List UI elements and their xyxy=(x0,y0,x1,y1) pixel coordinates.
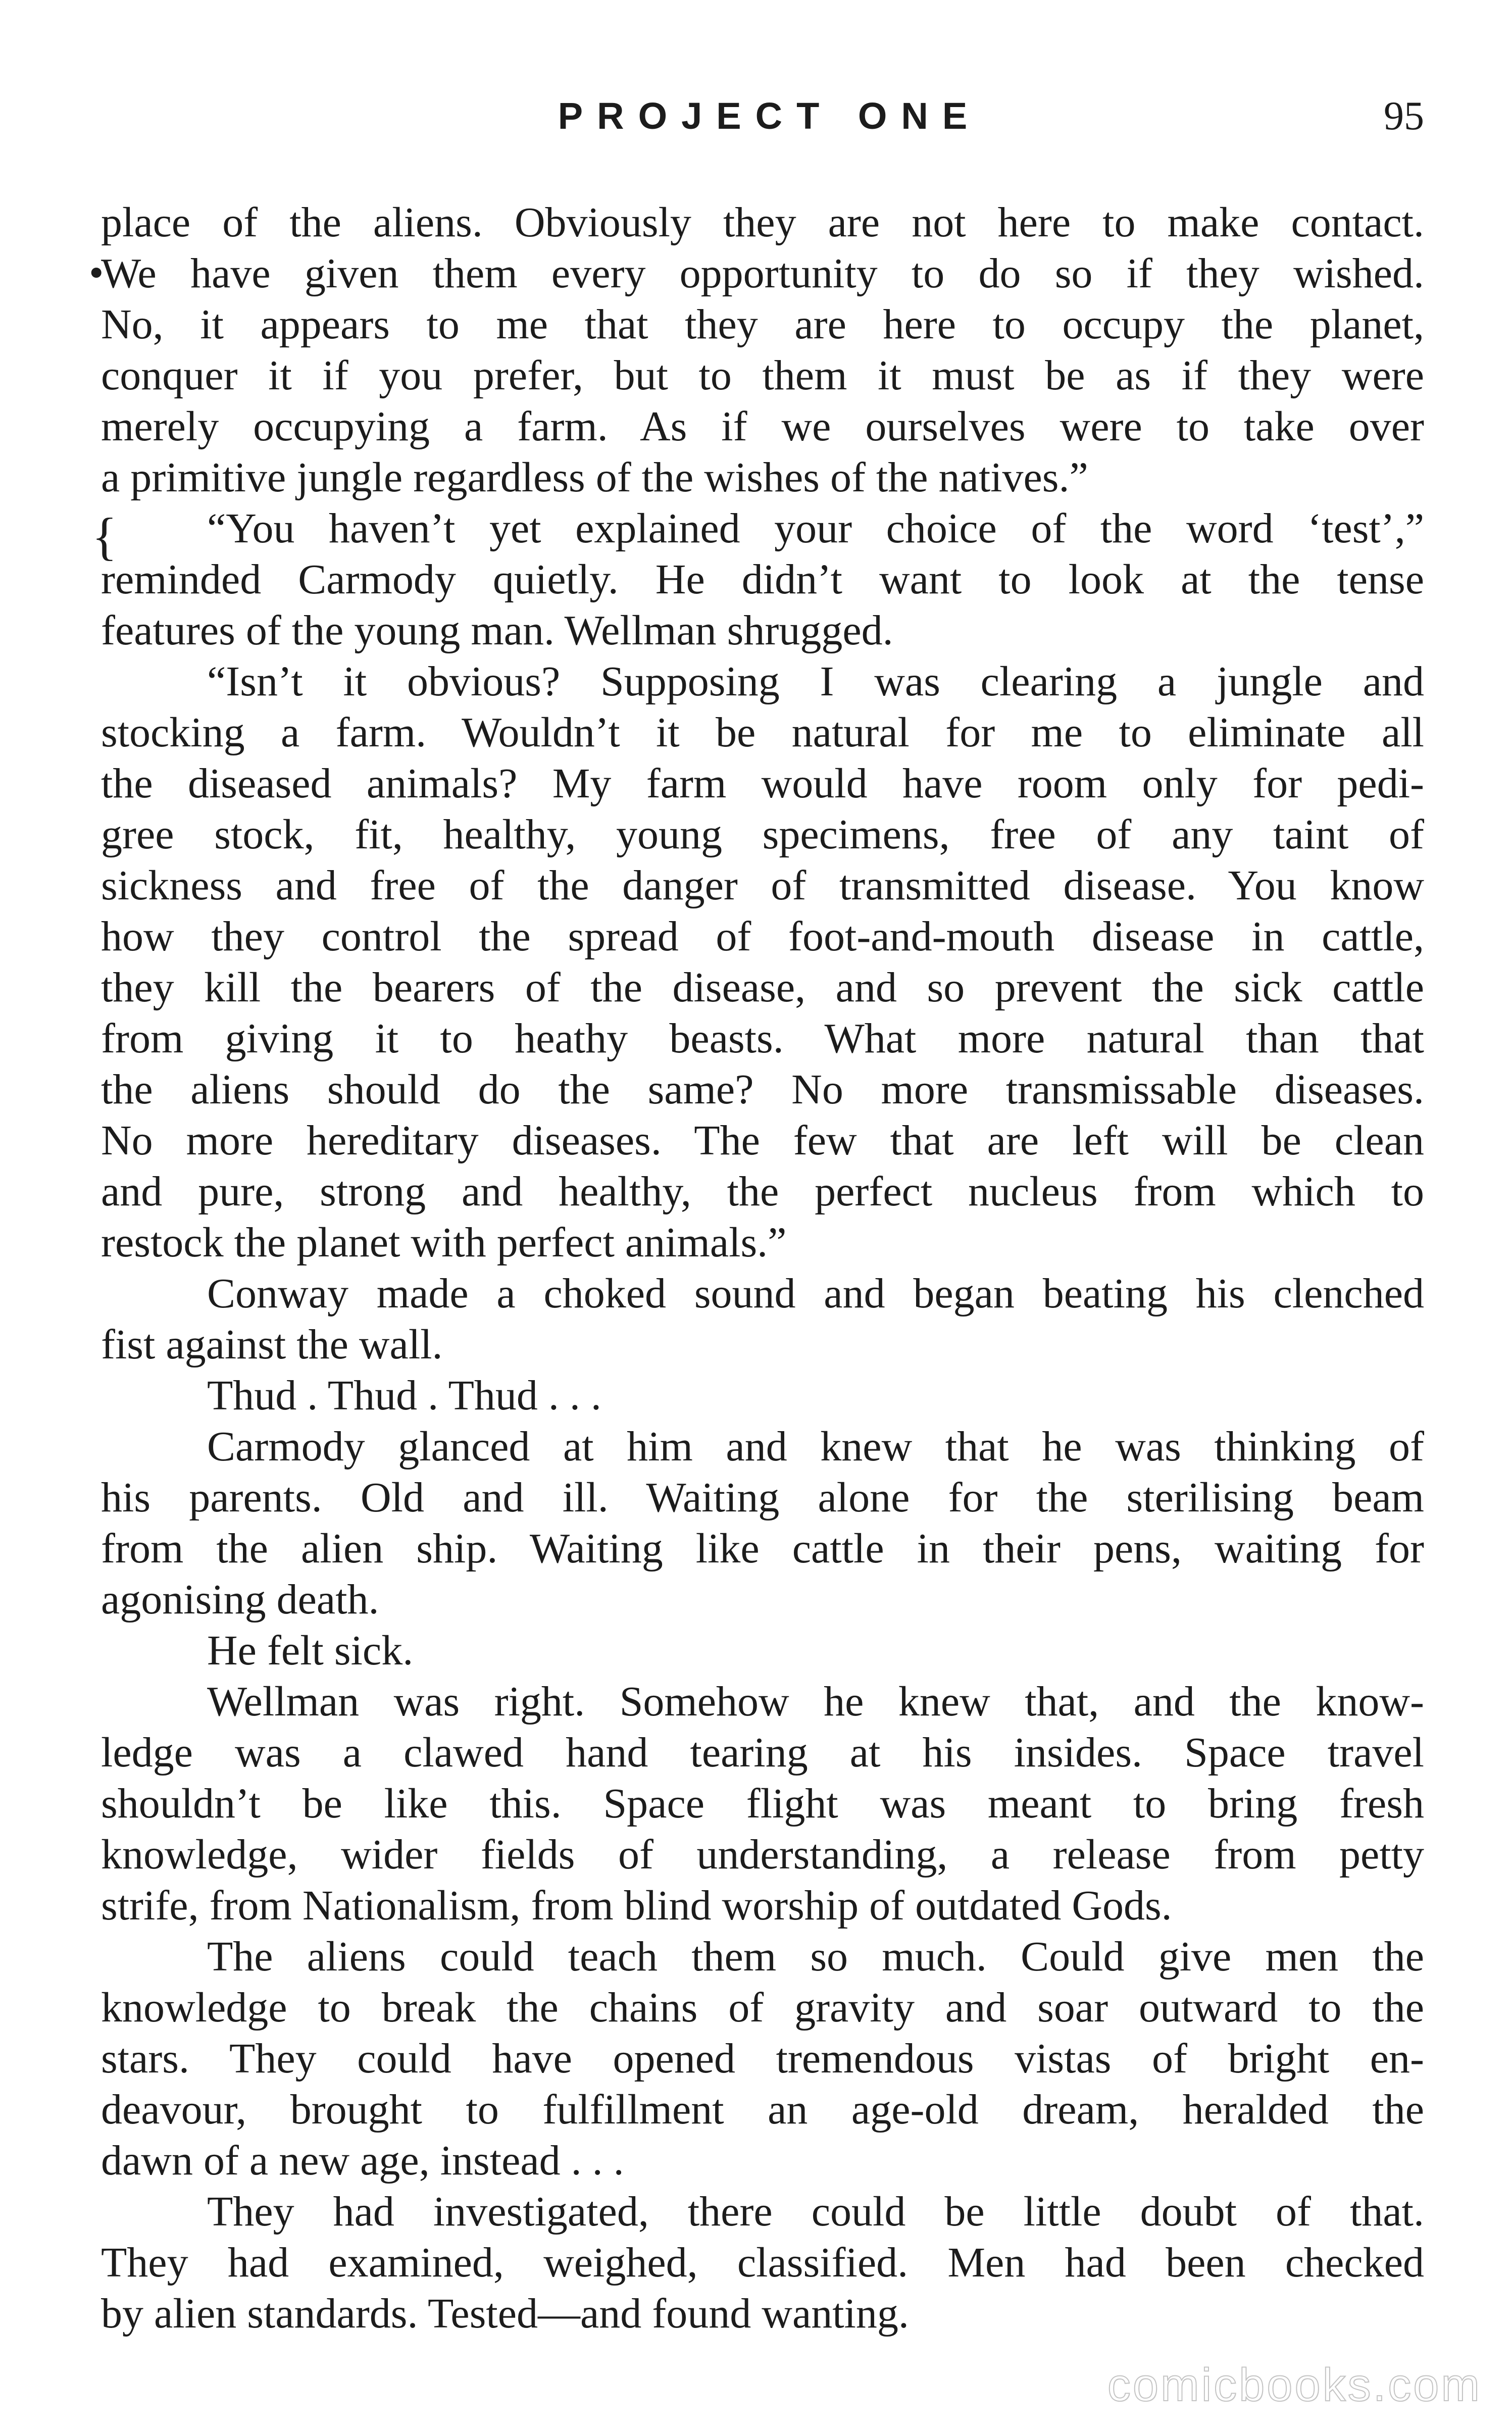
text-line: They had investigated, there could be little doubt of that. xyxy=(207,2188,1424,2235)
text-line: reminded Carmody quietly. He didn’t want to look at the tense xyxy=(101,556,1424,603)
text-line: merely occupying a farm. As if we ourselves were to take over xyxy=(101,403,1424,450)
text-line: Carmody glanced at him and knew that he was thinking of xyxy=(207,1423,1424,1470)
text-line: and pure, strong and healthy, the perfect nucleus from which to xyxy=(101,1168,1424,1215)
text-line: his parents. Old and ill. Waiting alone for the sterilising beam xyxy=(101,1474,1424,1521)
text-line: shouldn’t be like this. Space flight was meant to bring fresh xyxy=(101,1780,1424,1827)
text-line: deavour, brought to fulfillment an age-old dream, heralded the xyxy=(101,2086,1424,2133)
text-line: No more hereditary diseases. The few that are left will be clean xyxy=(101,1117,1424,1164)
text-line: from the alien ship. Waiting like cattle in their pens, waiting for xyxy=(101,1525,1424,1572)
text-line: restock the planet with perfect animals.” xyxy=(101,1219,787,1266)
text-line: they kill the bearers of the disease, and so prevent the sick cattle xyxy=(101,964,1424,1011)
text-line: sickness and free of the danger of transmitted disease. You know xyxy=(101,862,1424,909)
text-line: Conway made a choked sound and began beating his clenched xyxy=(207,1270,1424,1317)
text-line: stars. They could have opened tremendous vistas of bright en- xyxy=(101,2035,1424,2082)
page-number: 95 xyxy=(1384,94,1424,138)
text-line: strife, from Nationalism, from blind worship of outdated Gods. xyxy=(101,1882,1172,1929)
text-line: Wellman was right. Somehow he knew that, and the know- xyxy=(207,1678,1424,1725)
text-line: a primitive jungle regardless of the wishes of the natives.” xyxy=(101,454,1088,501)
text-line: He felt sick. xyxy=(207,1627,414,1674)
text-line: place of the aliens. Obviously they are not here to make contact. xyxy=(101,199,1424,246)
text-line: the diseased animals? My farm would have room only for pedi- xyxy=(101,760,1424,807)
margin-brace-mark: { xyxy=(92,508,117,566)
text-line: by alien standards. Tested—and found wanting. xyxy=(101,2290,909,2337)
text-line: agonising death. xyxy=(101,1576,379,1623)
text-line: The aliens could teach them so much. Could give men the xyxy=(207,1933,1424,1980)
text-line: ledge was a clawed hand tearing at his insides. Space travel xyxy=(101,1729,1424,1776)
site-watermark: comicbooks.com xyxy=(1107,2359,1482,2411)
text-line: the aliens should do the same? No more transmissable diseases. xyxy=(101,1066,1424,1113)
text-line: dawn of a new age, instead . . . xyxy=(101,2137,624,2184)
text-line: knowledge to break the chains of gravity and soar outward to the xyxy=(101,1984,1424,2031)
text-line: We have given them every opportunity to do so if they wished. xyxy=(101,250,1424,297)
text-line: gree stock, fit, healthy, young specimens, free of any taint of xyxy=(101,811,1424,858)
running-header xyxy=(101,91,1424,146)
margin-bullet-mark: • xyxy=(89,249,104,296)
text-line: conquer it if you prefer, but to them it must be as if they were xyxy=(101,352,1424,399)
running-title: PROJECT ONE xyxy=(558,95,982,137)
text-line: from giving it to heathy beasts. What more natural than that xyxy=(101,1015,1424,1062)
text-line: how they control the spread of foot-and-mouth disease in cattle, xyxy=(101,913,1424,960)
text-line: They had examined, weighed, classified. Men had been checked xyxy=(101,2239,1424,2286)
body-text xyxy=(101,197,1424,2339)
text-line: No, it appears to me that they are here to occupy the planet, xyxy=(101,301,1424,348)
text-line: “Isn’t it obvious? Supposing I was clearing a jungle and xyxy=(207,658,1424,705)
text-line: features of the young man. Wellman shrugged. xyxy=(101,607,893,654)
text-line: fist against the wall. xyxy=(101,1321,443,1368)
text-line: “You haven’t yet explained your choice of the word ‘test’,” xyxy=(207,505,1424,552)
text-line: knowledge, wider fields of understanding, a release from petty xyxy=(101,1831,1424,1878)
text-line: Thud . Thud . Thud . . . xyxy=(207,1372,601,1419)
text-line: stocking a farm. Wouldn’t it be natural for me to eliminate all xyxy=(101,709,1424,756)
